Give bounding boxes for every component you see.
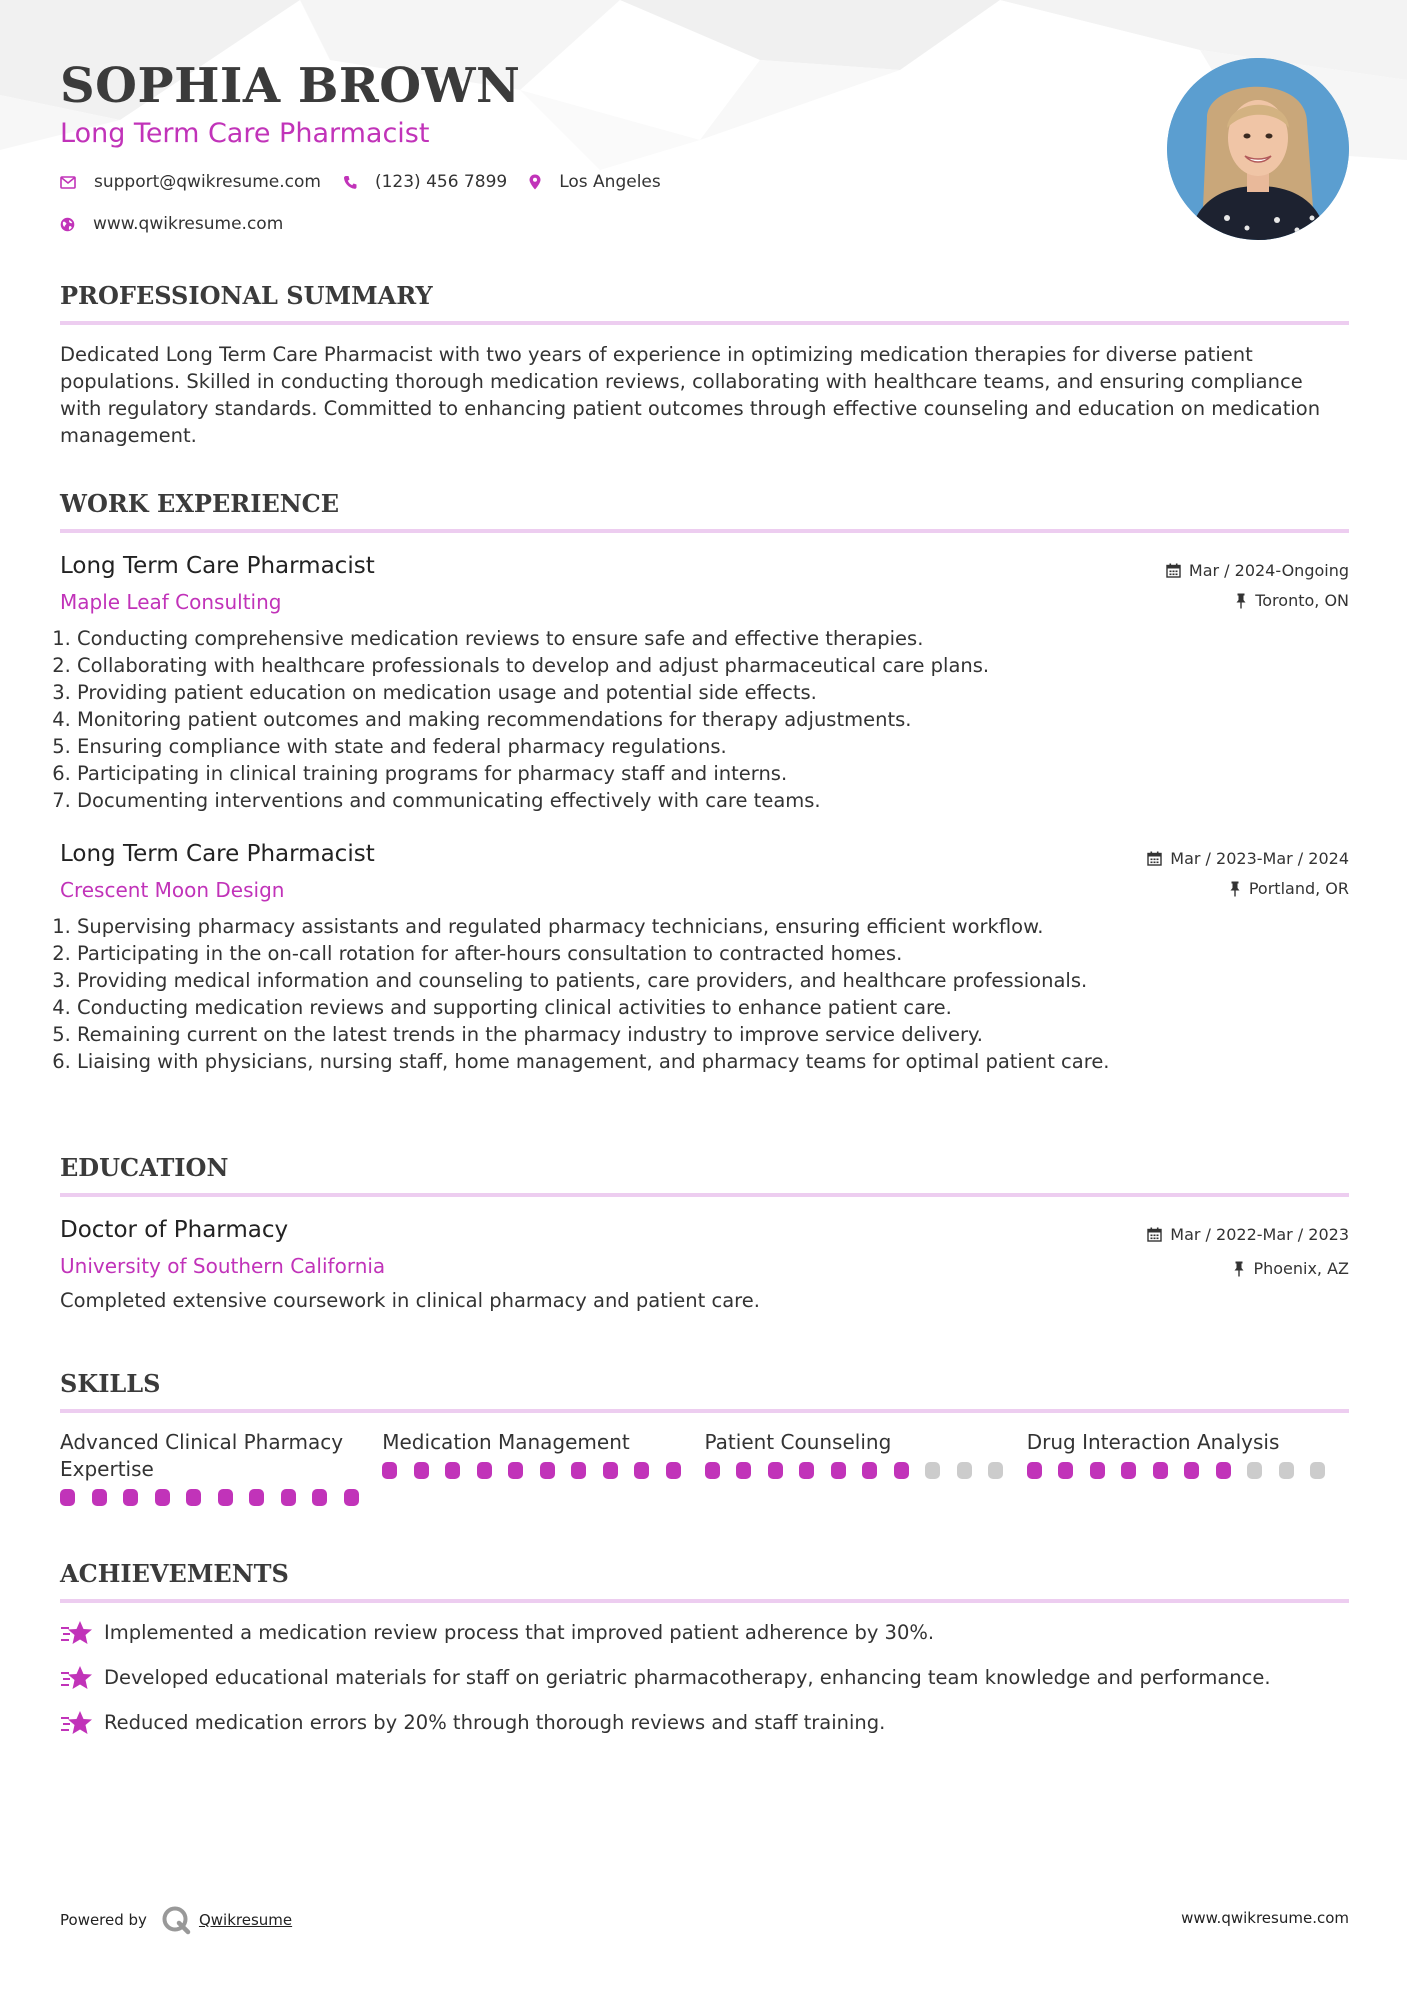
list-item: 1. Supervising pharmacy assistants and regulated pharmacy technicians, ensuring efficient workflow. [77, 913, 1349, 940]
education-dates-text: Mar / 2022-Mar / 2023 [1170, 1225, 1349, 1244]
skill-dot-filled [799, 1462, 814, 1479]
skill-dot-filled [1153, 1462, 1168, 1479]
achievements-heading: ACHIEVEMENTS [60, 1559, 289, 1588]
achievement-item [60, 1619, 1349, 1647]
skill-dot-filled [186, 1489, 201, 1506]
skill-dot-empty [1279, 1462, 1294, 1479]
skill-dot-filled [666, 1462, 681, 1479]
list-item: 2. Collaborating with healthcare professionals to develop and adjust pharmaceutical care plans. [77, 652, 1349, 679]
pushpin-icon [1235, 593, 1247, 609]
achievements-section [60, 1557, 1349, 1737]
skill-dot-filled [477, 1462, 492, 1479]
achievements-list [60, 1619, 1349, 1737]
skill-dot-filled [862, 1462, 877, 1479]
education-school[interactable]: University of Southern California [60, 1254, 386, 1278]
skill-dot-filled [312, 1489, 327, 1506]
skill-dot-filled [603, 1462, 618, 1479]
skill-dot-filled [155, 1489, 170, 1506]
powered-by-label: Powered by [60, 1911, 147, 1929]
skill-dot-filled [249, 1489, 264, 1506]
skill-dot-filled [736, 1462, 751, 1479]
skill-dot-filled [705, 1462, 720, 1479]
list-item: 7. Documenting interventions and communicating effectively with care teams. [77, 787, 1349, 814]
job-location [1235, 591, 1349, 610]
star-icon [60, 1709, 94, 1737]
map-pin-icon [529, 174, 541, 190]
skill-rating [382, 1462, 704, 1480]
profile-portrait-illustration [1167, 58, 1349, 240]
skill-name: Drug Interaction Analysis [1026, 1430, 1280, 1454]
star-icon [60, 1664, 94, 1692]
skill-rating [1027, 1462, 1349, 1480]
email-text: support@qwikresume.com [94, 172, 321, 192]
education-entry [60, 1213, 1349, 1314]
skill-dot-filled [571, 1462, 586, 1479]
education-dates [1147, 1225, 1349, 1244]
footer-website[interactable]: www.qwikresume.com [1181, 1909, 1349, 1927]
skill-item [60, 1429, 382, 1507]
skill-rating [60, 1489, 382, 1507]
skill-dot-filled [1027, 1462, 1042, 1479]
skill-dot-filled [1184, 1462, 1199, 1479]
job-dates-text: Mar / 2023-Mar / 2024 [1170, 849, 1349, 868]
summary-section [60, 279, 1349, 449]
skill-dot-filled [382, 1462, 397, 1479]
job-duties-list [60, 625, 1349, 814]
skill-name: Advanced Clinical Pharmacy Expertise [60, 1430, 344, 1481]
skill-dot-empty [1310, 1462, 1325, 1479]
skill-dot-filled [508, 1462, 523, 1479]
skill-dot-empty [988, 1462, 1003, 1479]
list-item: 5. Remaining current on the latest trends in the pharmacy industry to improve service delivery. [77, 1021, 1349, 1048]
achievement-item [60, 1664, 1349, 1692]
skill-dot-filled [540, 1462, 555, 1479]
pushpin-icon [1233, 1261, 1245, 1277]
education-section [60, 1151, 1349, 1314]
list-item: 6. Liaising with physicians, nursing staff, home management, and pharmacy teams for optimal patient care. [77, 1048, 1349, 1075]
skill-dot-filled [831, 1462, 846, 1479]
skill-dot-filled [281, 1489, 296, 1506]
experience-heading: WORK EXPERIENCE [60, 489, 340, 518]
list-item: 4. Conducting medication reviews and supporting clinical activities to enhance patient care. [77, 994, 1349, 1021]
section-divider [60, 1599, 1349, 1603]
list-item: 1. Conducting comprehensive medication reviews to ensure safe and effective therapies. [77, 625, 1349, 652]
star-icon [60, 1619, 94, 1647]
education-description: Completed extensive coursework in clinical pharmacy and patient care. [60, 1289, 760, 1312]
contact-phone[interactable] [343, 172, 507, 192]
job-dates [1147, 849, 1349, 868]
skill-dot-empty [1247, 1462, 1262, 1479]
pushpin-icon [1229, 881, 1241, 897]
skill-dot-filled [344, 1489, 359, 1506]
job-location [1229, 879, 1349, 898]
profile-photo [1167, 58, 1349, 240]
skill-dot-filled [634, 1462, 649, 1479]
contact-row [60, 172, 683, 192]
education-heading: EDUCATION [60, 1153, 229, 1182]
list-item: 4. Monitoring patient outcomes and making recommendations for therapy adjustments. [77, 706, 1349, 733]
phone-text: (123) 456 7899 [374, 172, 508, 192]
candidate-name: SOPHIA BROWN [60, 58, 521, 114]
contact-row-website [60, 214, 305, 234]
skill-dot-filled [894, 1462, 909, 1479]
skill-rating [705, 1462, 1027, 1480]
qwikresume-link[interactable]: Qwikresume [198, 1911, 293, 1929]
skill-dot-filled [60, 1489, 75, 1506]
list-item: 2. Participating in the on-call rotation for after-hours consultation to contracted homes. [77, 940, 1349, 967]
section-divider [60, 1193, 1349, 1197]
powered-by [60, 1905, 292, 1935]
contact-location [529, 172, 661, 192]
qwikresume-logo-icon [161, 1905, 191, 1935]
job-company[interactable]: Maple Leaf Consulting [60, 590, 282, 614]
job-location-text: Portland, OR [1248, 879, 1349, 898]
section-divider [60, 1409, 1349, 1413]
phone-icon [343, 175, 357, 190]
skill-dot-filled [445, 1462, 460, 1479]
calendar-icon [1147, 851, 1162, 866]
skill-dot-filled [218, 1489, 233, 1506]
summary-heading: PROFESSIONAL SUMMARY [60, 281, 433, 310]
job-role: Long Term Care Pharmacist [60, 841, 375, 867]
skills-heading: SKILLS [60, 1369, 161, 1398]
candidate-title: Long Term Care Pharmacist [60, 118, 430, 149]
calendar-icon [1147, 1227, 1162, 1242]
skill-dot-filled [1216, 1462, 1231, 1479]
skills-section [60, 1367, 1349, 1507]
job-entry-2 [60, 837, 1349, 1075]
job-dates [1166, 561, 1349, 580]
skill-dot-filled [768, 1462, 783, 1479]
calendar-icon [1166, 563, 1181, 578]
education-location [1233, 1259, 1349, 1278]
skill-item [382, 1429, 704, 1507]
skill-name: Medication Management [382, 1430, 630, 1454]
skill-dot-empty [925, 1462, 940, 1479]
skill-item [1027, 1429, 1349, 1507]
section-divider [60, 529, 1349, 533]
list-item: 6. Participating in clinical training programs for pharmacy staff and interns. [77, 760, 1349, 787]
achievement-text: Developed educational materials for staff on geriatric pharmacotherapy, enhancing team knowledge and performance. [104, 1666, 1271, 1689]
achievement-text: Reduced medication errors by 20% through thorough reviews and staff training. [104, 1711, 886, 1734]
section-divider [60, 321, 1349, 325]
skill-dot-filled [1058, 1462, 1073, 1479]
skill-dot-filled [414, 1462, 429, 1479]
skill-dot-filled [123, 1489, 138, 1506]
education-location-text: Phoenix, AZ [1253, 1259, 1349, 1278]
contact-email[interactable] [60, 172, 321, 192]
job-dates-text: Mar / 2024-Ongoing [1188, 561, 1349, 580]
experience-section [60, 487, 1349, 1075]
job-duties-list [60, 913, 1349, 1075]
education-degree: Doctor of Pharmacy [60, 1217, 289, 1243]
skills-grid [60, 1429, 1349, 1507]
achievement-text: Implemented a medication review process that improved patient adherence by 30%. [104, 1621, 935, 1644]
job-location-text: Toronto, ON [1255, 591, 1349, 610]
website-text: www.qwikresume.com [93, 214, 284, 234]
contact-website[interactable] [60, 214, 283, 234]
skill-dot-filled [1121, 1462, 1136, 1479]
skill-dot-filled [1090, 1462, 1105, 1479]
job-company[interactable]: Crescent Moon Design [60, 878, 285, 902]
skill-dot-empty [957, 1462, 972, 1479]
job-entry-1 [60, 549, 1349, 814]
globe-icon [60, 217, 75, 232]
envelope-icon [60, 176, 76, 189]
list-item: 3. Providing medical information and counseling to patients, care providers, and healthcare professionals. [77, 967, 1349, 994]
skill-item [705, 1429, 1027, 1507]
list-item: 5. Ensuring compliance with state and federal pharmacy regulations. [77, 733, 1349, 760]
summary-text: Dedicated Long Term Care Pharmacist with two years of experience in optimizing medication therapies for diverse patient populations. Skilled in conducting thorough medication reviews, collaborating with healthcare teams, and ensuring compliance with regulatory standards. Committed to enhancing patient outcomes through effective counseling and education on medication management. [60, 343, 1321, 447]
skill-name: Patient Counseling [704, 1430, 892, 1454]
skill-dot-filled [92, 1489, 107, 1506]
page-footer [60, 1897, 1349, 1937]
location-text: Los Angeles [559, 172, 661, 192]
job-role: Long Term Care Pharmacist [60, 553, 375, 579]
list-item: 3. Providing patient education on medication usage and potential side effects. [77, 679, 1349, 706]
achievement-item [60, 1709, 1349, 1737]
